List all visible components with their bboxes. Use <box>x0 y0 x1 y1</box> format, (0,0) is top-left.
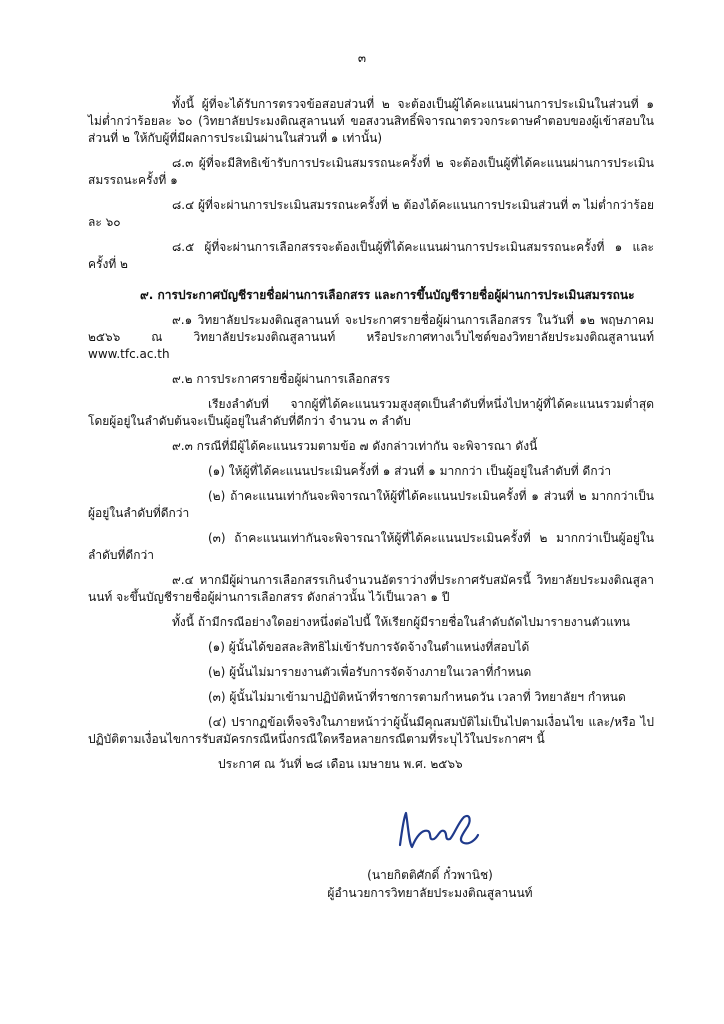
paragraph-scoring-condition: ทั้งนี้ ผู้ที่จะได้รับการตรวจข้อสอบส่วนที่ ๒ จะต้องเป็นผู้ได้คะแนนผ่านการประเมินในส่วนที่ ๑ ไม่ต่ำกว่าร้อยละ ๖๐ (วิทยาลัยประมงติณสูลานนท์ ขอสงวนสิทธิ์พิจารณาตรวจกระดาษคำตอบของผู้เข้าสอบในส่วนที่ ๒ ให้กับผู้ที่มีผลการประเมินผ่านในส่วนที่ ๑ เท่านั้น) <box>88 97 654 145</box>
clause-9-3-item-1: (๑) ให้ผู้ที่ได้คะแนนประเมินครั้งที่ ๑ ส่วนที่ ๑ มากกว่า เป็นผู้อยู่ในลำดับที่ ดีกว่า <box>208 464 612 478</box>
page-number: ๓ <box>357 51 367 65</box>
signature-image <box>392 805 482 859</box>
clause-9-1: ๙.๑ วิทยาลัยประมงติณสูลานนท์ จะประกาศรายชื่อผู้ผ่านการเลือกสรร ในวันที่ ๑๒ พฤษภาคม ๒๕๖๖ ณ วิทยาลัยประมงติณสูลานนท์ หรือประกาศทางเว็บไซต์ของวิทยาลัยประมงติณสูลานนท์ www.tfc.ac.th <box>88 313 654 361</box>
document-body <box>88 96 654 781</box>
section-9-heading: ๙. การประกาศบัญชีรายชื่อผ่านการเลือกสรร และการขึ้นบัญชีรายชื่อผู้ผ่านการประเมินสมรรถนะ <box>140 288 635 302</box>
clause-9-4-item-3: (๓) ผู้นั้นไม่มาเข้ามาปฏิบัติหน้าที่ราชการตามกำหนดวัน เวลาที่ วิทยาลัยฯ กำหนด <box>208 690 626 704</box>
clause-9-2-detail: เรียงลำดับที่ จากผู้ที่ได้คะแนนรวมสูงสุดเป็นลำดับที่หนึ่งไปหาผู้ที่ได้คะแนนรวมต่ำสุด โดยผู้อยู่ในลำดับต้นจะเป็นผู้อยู่ในลำดับที่ดีกว่า จำนวน ๓ ลำดับ <box>88 397 654 428</box>
signatory-position: ผู้อำนวยการวิทยาลัยประมงติณสูลานนท์ <box>327 886 533 900</box>
handwritten-signature <box>392 805 482 859</box>
clause-9-2: ๙.๒ การประกาศรายชื่อผู้ผ่านการเลือกสรร <box>172 372 391 386</box>
clause-9-4: ๙.๔ หากมีผู้ผ่านการเลือกสรรเกินจำนวนอัตราว่างที่ประกาศรับสมัครนี้ วิทยาลัยประมงติณสูลานนท์ จะขึ้นบัญชีรายชื่อผู้ผ่านการเลือกสรร ดังกล่าวนั้น ไว้เป็นเวลา ๑ ปี <box>88 573 654 604</box>
clause-9-4-item-1: (๑) ผู้นั้นได้ขอสละสิทธิไม่เข้ารับการจัดจ้างในตำแหน่งที่สอบได้ <box>208 640 530 654</box>
signatory-block <box>300 866 560 902</box>
clause-9-3: ๙.๓ กรณีที่มีผู้ได้คะแนนรวมตามข้อ ๗ ดังกล่าวเท่ากัน จะพิจารณา ดังนี้ <box>172 439 538 453</box>
clause-9-3-item-2: (๒) ถ้าคะแนนเท่ากันจะพิจารณาให้ผู้ที่ได้คะแนนประเมินครั้งที่ ๑ ส่วนที่ ๒ มากกว่าเป็นผู้อยู่ในลำดับที่ดีกว่า <box>88 489 654 520</box>
clause-8-5: ๘.๕ ผู้ที่จะผ่านการเลือกสรรจะต้องเป็นผู้ที่ได้คะแนนผ่านการประเมินสมรรถนะครั้งที่ ๑ และครั้งที่ ๒ <box>88 240 654 271</box>
clause-9-3-item-3: (๓) ถ้าคะแนนเท่ากันจะพิจารณาให้ผู้ที่ได้คะแนนประเมินครั้งที่ ๒ มากกว่าเป็นผู้อยู่ในลำดับที่ดีกว่า <box>88 531 654 562</box>
clause-9-4-item-2: (๒) ผู้นั้นไม่มารายงานตัวเพื่อรับการจัดจ้างภายในเวลาที่กำหนด <box>208 665 532 679</box>
signatory-name: (นายกิตติศักดิ์ กั๋วพานิช) <box>367 868 493 882</box>
clause-8-3: ๘.๓ ผู้ที่จะมีสิทธิเข้ารับการประเมินสมรรถนะครั้งที่ ๒ จะต้องเป็นผู้ที่ได้คะแนนผ่านการประเมินสมรรถนะครั้งที่ ๑ <box>88 156 654 187</box>
clause-9-4-condition: ทั้งนี้ ถ้ามีกรณีอย่างใดอย่างหนึ่งต่อไปนี้ ให้เรียกผู้มีรายชื่อในลำดับถัดไปมารายงานตัวแทน <box>172 615 630 629</box>
announcement-date: ประกาศ ณ วันที่ ๒๘ เดือน เมษายน พ.ศ. ๒๕๖๖ <box>218 757 463 771</box>
clause-9-4-item-4: (๔) ปรากฏข้อเท็จจริงในภายหน้าว่าผู้นั้นมีคุณสมบัติไม่เป็นไปตามเงื่อนไข และ/หรือ ไปปฏิบัติตามเงื่อนไขการรับสมัครกรณีหนึ่งกรณีใดหรือหลายกรณีตามที่ระบุไว้ในประกาศฯ นี้ <box>88 715 654 746</box>
clause-8-4: ๘.๔ ผู้ที่จะผ่านการประเมินสมรรถนะครั้งที่ ๒ ต้องได้คะแนนการประเมินส่วนที่ ๓ ไม่ต่ำกว่าร้อยละ ๖๐ <box>88 198 654 229</box>
